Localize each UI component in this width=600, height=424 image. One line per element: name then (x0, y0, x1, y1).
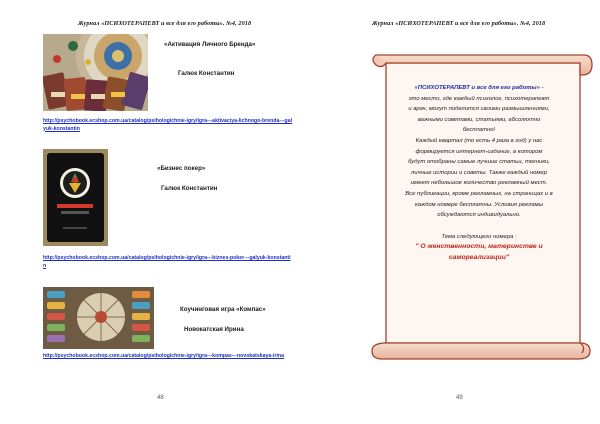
scroll-line: обсуждаются индивидуально. (437, 212, 521, 219)
scroll-line: Все публикации, кроме рекламных, на страницах и в (405, 190, 553, 197)
scroll-line: это место, где каждый психолог, психотерапевт (408, 95, 550, 102)
scroll-line: Каждый квартал (то есть 4 раза в год) у нас (415, 137, 543, 144)
item-1-author: Галюк Константин (178, 70, 235, 77)
page-number: 49 (456, 395, 463, 401)
scroll-line: бесплатно! (462, 127, 496, 134)
item-2-author: Галюк Константин (161, 185, 218, 192)
item-3-link[interactable]: http://psychobook.ecshop.com.ua/catalog/psihologichnie-igry/igra---kompas---novokatskaya-irina (43, 353, 284, 359)
item-2-link[interactable]: http://psychobook.ecshop.com.ua/catalog/psihologichnie-igry/igra---biznes-poker---galyuk-konstantin (43, 255, 291, 269)
scroll-line: личные истории и советы. Также каждый номер (411, 169, 547, 176)
card-box-image (43, 149, 108, 246)
scroll-line: будут отобраны самые лучшие статьи, техники, (408, 159, 550, 166)
scroll-line: имеет небольшое количество рекламный мест. (410, 180, 548, 187)
journal-brand-line (394, 83, 564, 94)
running-header: Журнал «ПСИХОТЕРАПЕВТ и все для его работы». №4, 2018 (372, 20, 546, 27)
next-topic-label: Тема следующего номера : (441, 233, 517, 240)
brand-activation-game-photo (43, 34, 148, 111)
item-2-title: «Бизнес покер» (157, 165, 206, 172)
scroll-line: каждом номере бесплатны. Условия рекламы (414, 201, 544, 208)
compass-board-image (43, 287, 154, 349)
item-3-title: Коучинговая игра «Компас» (180, 306, 266, 313)
item-3-author: Новокатская Ирина (184, 326, 244, 333)
item-1-link[interactable]: http://psychobook.ecshop.com.ua/catalog/psihologichnie-igry/igra---aktivaciya-lichnogo-brenda---galyuk-konstantin (43, 118, 293, 132)
board-game-image (43, 34, 148, 111)
compass-game-photo (43, 287, 154, 349)
scroll-line: важными советами, статьями, абсолютно (417, 116, 541, 123)
business-poker-photo (43, 149, 108, 246)
scroll-content (394, 83, 564, 264)
item-1-title: «Активация Личного Бренда» (164, 41, 256, 48)
running-header: Журнал «ПСИХОТЕРАПЕВТ и все для его работы». №4, 2018 (78, 20, 252, 27)
brand-suffix: - (539, 85, 544, 91)
next-topic-line-1: " О женственности, материнстве и (415, 243, 543, 251)
page-number: 48 (157, 395, 164, 401)
scroll-line: и врач, могут поделится своими размышлениями, (408, 106, 550, 113)
journal-brand: «ПСИХОТЕРАПЕВТ и все для его работы» (414, 85, 540, 91)
scroll-line: формируется интернет-издание, в котором (415, 148, 543, 155)
next-topic-line-2: самореализации" (448, 253, 510, 261)
